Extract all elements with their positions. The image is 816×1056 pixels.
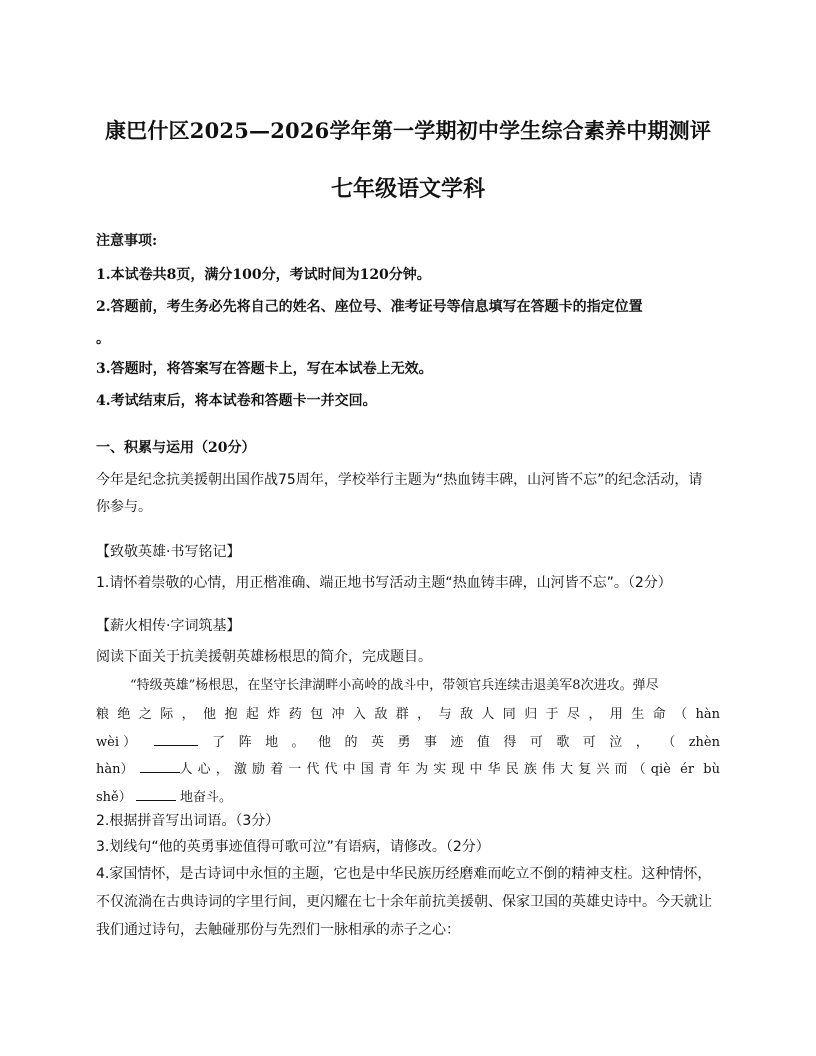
pinyin-qieerbushe: shě） (96, 790, 132, 805)
reading-intro: 阅读下面关于抗美援朝英雄杨根思的简介，完成题目。 (96, 649, 432, 665)
question-4: 我们通过诗句，去触碰那份与先烈们一脉相承的赤子之心： (96, 922, 460, 938)
bio-text: 地奋斗。 (180, 790, 233, 805)
exam-title: 康巴什区2025—2026学年第一学期初中学生综合素养中期测评 (104, 118, 712, 143)
part-title: 【薪火相传·字词筑基】 (96, 618, 241, 634)
notice-item: 。 (96, 331, 110, 347)
question-2: 2.根据拼音写出词语。（3分） (96, 813, 280, 829)
exam-subtitle: 七年级语文学科 (330, 176, 485, 202)
bio-text: “特级英雄”杨根思，在坚守长津湖畔小高岭的战斗中，带领官兵连续击退美军8次进攻。弹尽 (130, 678, 659, 693)
answer-blank (154, 733, 198, 746)
pinyin-zhenhan: hàn） (96, 762, 134, 777)
question-4: 不仅流淌在古典诗词的字里行间，更闪耀在七十余年前抗美援朝、保家卫国的英雄史诗中。今天就让 (96, 894, 712, 910)
part-title: 【致敬英雄·书写铭记】 (96, 544, 241, 560)
bio-line (96, 758, 720, 777)
bio-text: 粮 绝 之 际 ， 他 抱 起 炸 药 包 冲 入 敌 群 ， 与 敌 人 同 归 于 尽 ， 用 生 命 （ hàn (96, 707, 720, 722)
bio-line (96, 731, 720, 750)
bio-line (96, 786, 720, 805)
question-4: 4.家国情怀，是古诗词中永恒的主题，它也是中华民族历经磨难而屹立不倒的精神支柱。这种情怀， (96, 866, 712, 882)
bio-text: 人心，激励着一代代中国青年为实现中华民族伟大复兴而（qiè ér bù (179, 762, 720, 777)
notice-item: 4.考试结束后，将本试卷和答题卡一并交回。 (96, 393, 377, 409)
question-1: 1.请怀着崇敬的心情，用正楷准确、端正地书写活动主题“热血铸丰碑，山河皆不忘”。（2分） (96, 575, 672, 591)
intro-text: 今年是纪念抗美援朝出国作战75周年，学校举行主题为“热血铸丰碑，山河皆不忘”的纪念活动，请 (96, 472, 703, 488)
intro-text: 你参与。 (96, 499, 152, 515)
pinyin-hanwei: wèi ） (96, 735, 137, 750)
notice-item: 1.本试卷共8页，满分100分，考试时间为120分钟。 (96, 267, 431, 283)
section-heading: 一、积累与运用（20分） (96, 440, 256, 456)
answer-blank (140, 760, 180, 773)
notice-heading: 注意事项: (96, 233, 158, 249)
question-3: 3.划线句“他的英勇事迹值得可歌可泣”有语病，请修改。（2分） (96, 839, 490, 855)
bio-text: 了 阵 地 。 他 的 英 勇 事 迹 值 得 可 歌 可 泣 ， （ zhèn (212, 735, 720, 750)
answer-blank (136, 788, 176, 801)
notice-item: 3.答题时，将答案写在答题卡上，写在本试卷上无效。 (96, 361, 433, 377)
notice-item: 2.答题前，考生务必先将自己的姓名、座位号、准考证号等信息填写在答题卡的指定位置 (96, 299, 643, 315)
